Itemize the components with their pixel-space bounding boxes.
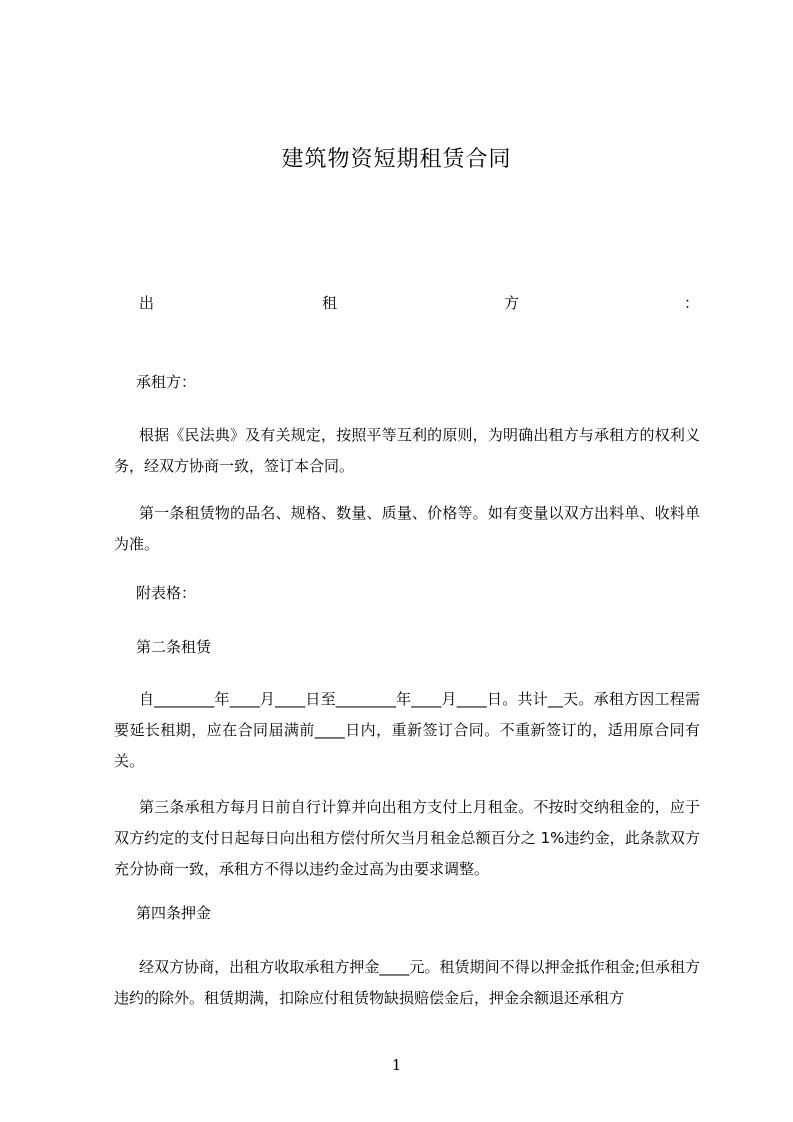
attachment-label: 附表格：	[136, 584, 197, 602]
article-4-paragraph: 经双方协商，出租方收取承租方押金____元。租赁期间不得以押金抵作租金;但承租方违约的除外。租赁期满，扣除应付租赁物缺损赔偿金后，押金余额退还承租方	[114, 958, 700, 1007]
article-2-paragraph: 自________年____月____日至________年____月____日。共计__天。承租方因工程需要延长租期，应在合同届满前____日内，重新签订合同。不重新签订的，适用原合同有关。	[114, 690, 700, 770]
article-1-paragraph: 第一条租赁物的品名、规格、数量、质量、价格等。如有变量以双方出料单、收料单为准。	[114, 504, 700, 553]
article-3-paragraph: 第三条承租方每月日前自行计算并向出租方支付上月租金。不按时交纳租金的，应于双方约定的支付日起每日向出租方偿付所欠当月租金总额百分之 1%违约金，此条款双方充分协商一致，承租方不得以违约金过高为由要求调整。	[114, 798, 700, 878]
article-4-heading: 第四条押金	[136, 904, 212, 922]
lessor-line	[139, 292, 700, 312]
page-number: 1	[391, 1056, 402, 1074]
article-2-heading: 第二条租赁	[136, 638, 212, 656]
lessee-line: 承租方：	[136, 373, 197, 391]
lessor-colon: ：	[684, 294, 700, 312]
document-title: 建筑物资短期租赁合同	[281, 147, 512, 172]
lessor-char: 租	[322, 294, 338, 312]
lessor-char: 方	[504, 294, 520, 312]
intro-paragraph: 根据《民法典》及有关规定，按照平等互利的原则，为明确出租方与承租方的权利义务，经双方协商一致，签订本合同。	[114, 426, 700, 475]
lessor-char: 出	[139, 294, 155, 312]
